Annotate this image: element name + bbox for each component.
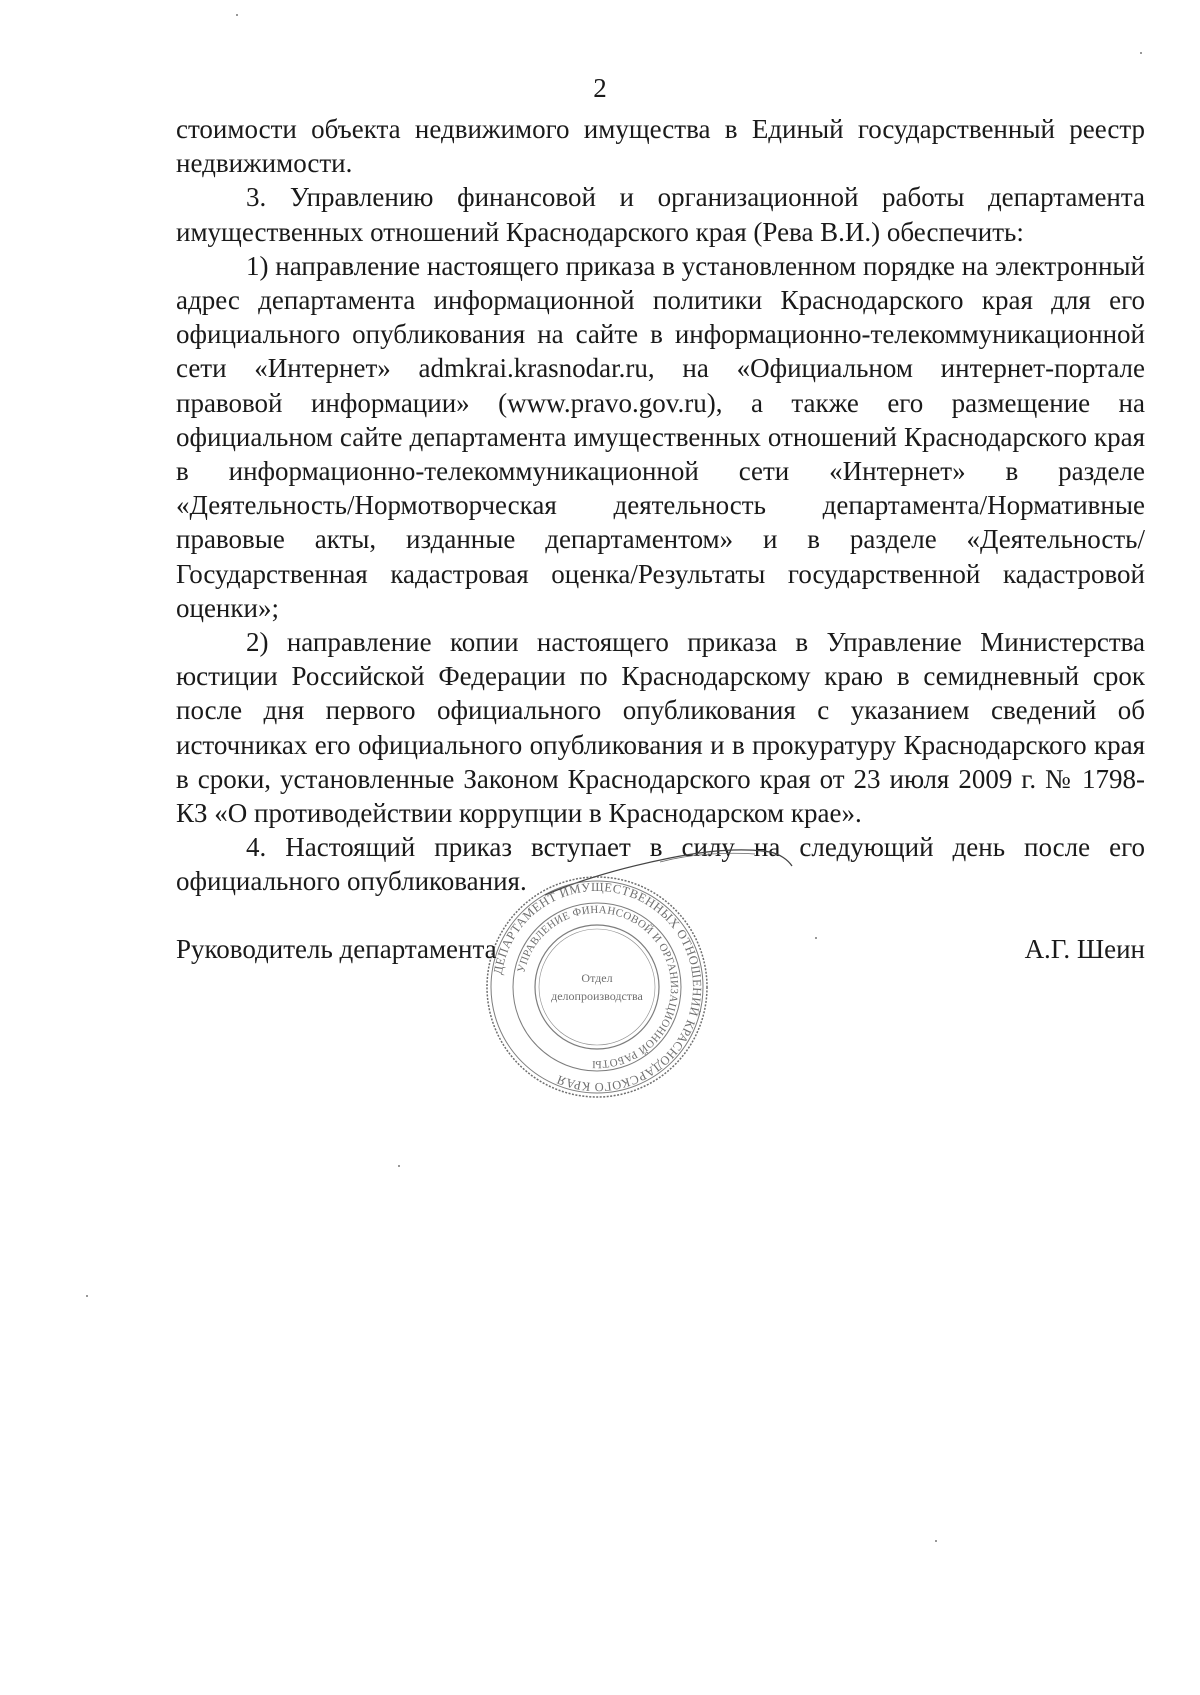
scan-speck xyxy=(1140,52,1142,54)
seal-center-line1: Отдел xyxy=(581,971,613,985)
seal-outer-text: ДЕПАРТАМЕНТ ИМУЩЕСТВЕННЫХ ОТНОШЕНИЙ КРАСНОДАРСКОГО КРАЯ xyxy=(490,879,705,1095)
seal-middle-text: УПРАВЛЕНИЕ ФИНАНСОВОЙ И ОРГАНИЗАЦИОННОЙ РАБОТЫ xyxy=(515,903,681,1071)
signatory-position: Руководитель департамента xyxy=(176,934,497,964)
scan-speck xyxy=(398,1165,400,1167)
official-seal xyxy=(482,872,712,1102)
scan-speck xyxy=(935,1540,937,1542)
scan-speck xyxy=(86,1295,88,1297)
paragraph-subitem-1: 1) направление настоящего приказа в установленном порядке на электронный адрес департамента информационной политики Краснодарского края для его официального опубликования на сайте в информационно-телекоммуникационной сети «Интернет» admkrai.krasnodar.ru, на «Официальном интернет-портале правовой информации» (www.pravo.gov.ru), а также его размещение на официальном сайте департамента имущественных отношений Краснодарского края в информационно-телекоммуникационной сети «Интернет» в разделе «Деятельность/Нормотворческая деятельность департамента/Нормативные правовые акты, изданные департаментом» и в разделе «Деятельность/Государственная кадастровая оценка/Результаты государственной кадастровой оценки»; xyxy=(176,250,1145,623)
document-body xyxy=(176,112,1145,899)
paragraph-item-3: 3. Управлению финансовой и организационной работы департамента имущественных отношений Краснодарского края (Рева В.И.) обеспечить: xyxy=(176,182,1145,247)
seal-center-line2: делопроизводства xyxy=(551,989,643,1003)
signatory-name: А.Г. Шеин xyxy=(1024,934,1145,964)
paragraph-continuation: стоимости объекта недвижимого имущества в Единый государственный реестр недвижимости. xyxy=(176,114,1145,179)
scan-speck xyxy=(236,14,238,16)
paragraph-subitem-2: 2) направление копии настоящего приказа в Управление Министерства юстиции Российской Федерации по Краснодарскому краю в семидневный срок после дня первого официального опубликования с указанием сведений об источниках его официального опубликования и в прокуратуру Краснодарского края в сроки, установленные Законом Краснодарского края от 23 июля 2009 г. № 1798-КЗ «О противодействии коррупции в Краснодарском крае». xyxy=(176,627,1145,829)
paragraph-item-4: 4. Настоящий приказ вступает в силу на следующий день после его официального опубликования. xyxy=(176,832,1145,897)
scan-speck xyxy=(815,937,817,939)
signature-block xyxy=(176,932,1145,972)
page-number: 2 xyxy=(593,73,607,103)
